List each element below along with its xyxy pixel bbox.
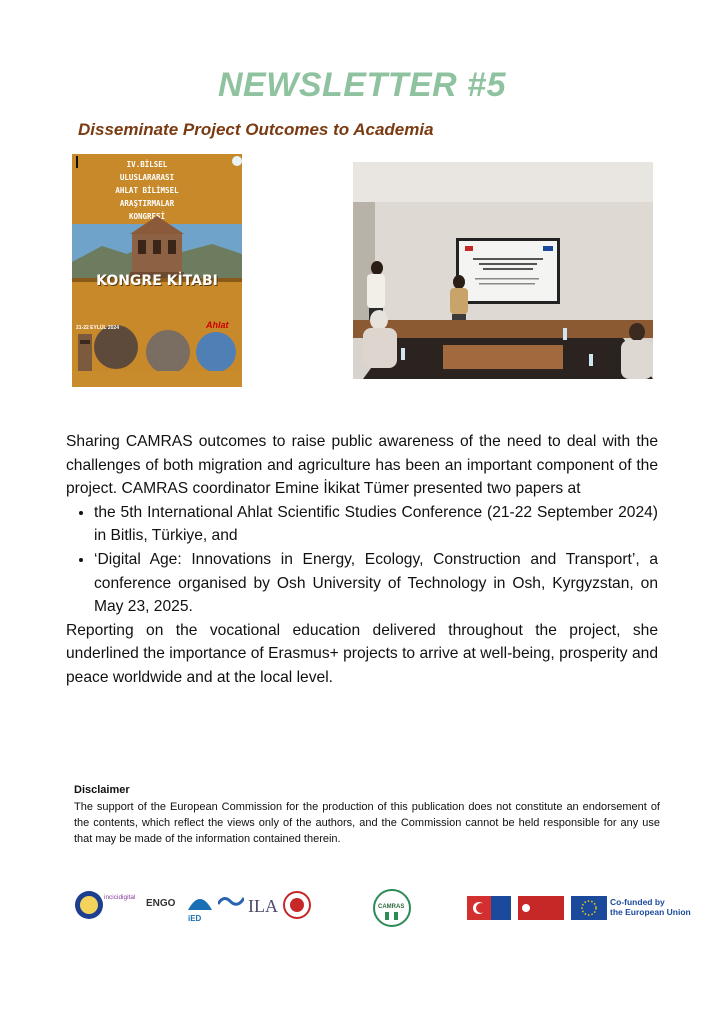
wave-logo-icon xyxy=(218,894,244,908)
incici-logo-text: incicidigital xyxy=(104,894,136,901)
partner-logos xyxy=(0,884,724,934)
ila-logo: ILA xyxy=(248,896,278,916)
camras-logo: CAMRAS xyxy=(378,904,405,910)
engo-logo: ENGO xyxy=(146,898,176,909)
article-closing: Reporting on the vocational education delivered throughout the project, she underlined the importance of Erasmus+ projects to arrive at well-being, prosperity and peace worldwide and at the local level. xyxy=(66,621,658,686)
turkiye-national-agency-icon xyxy=(467,896,511,920)
section-subtitle: Disseminate Project Outcomes to Academia xyxy=(78,120,434,139)
conference-photo-scene xyxy=(353,162,653,379)
papers-list xyxy=(66,501,658,619)
eu-cofunded-label: Co-funded by the European Union xyxy=(610,897,691,917)
conference-book-cover xyxy=(72,154,242,387)
partner-seal-icon xyxy=(74,890,104,920)
article-body xyxy=(66,430,658,690)
cover-date: 21-22 EYLÜL 2024 xyxy=(76,325,119,331)
list-item: • the 5th International Ahlat Scientific Studies Conference (21-22 September 2024) in Bitlis, Türkiye, and xyxy=(94,501,658,548)
incici-logo xyxy=(104,894,146,902)
newsletter-title: NEWSLETTER #5 xyxy=(218,66,506,104)
cover-brand: Ahlat xyxy=(206,320,229,330)
ied-logo: iED xyxy=(188,914,202,923)
conference-photo xyxy=(353,162,653,379)
disclaimer-text: The support of the European Commission for the production of this publication does not constitute an endorsement of the contents, which reflect the views only of the authors, and the Commission cannot be held responsible for any use that may be made of the information contained therein. xyxy=(74,801,660,845)
eu-flag-icon xyxy=(571,896,607,920)
partner-red-banner-icon xyxy=(518,896,564,920)
article-intro: Sharing CAMRAS outcomes to raise public awareness of the need to deal with the challenges of both migration and agriculture has been an important component of the project. CAMRAS coordinator Emine İkikat Tümer presented two papers at xyxy=(66,433,658,498)
list-item: • ‘Digital Age: Innovations in Energy, Ecology, Construction and Transport’, a conference organised by Osh University of Technology in Osh, Kyrgyzstan, on May 23, 2025. xyxy=(94,548,658,619)
disclaimer-title: Disclaimer xyxy=(74,784,130,796)
cover-heading: IV.BİLSEL ULUSLARARASI AHLAT BİLİMSEL ARAŞTIRMALAR KONGRESİ xyxy=(115,160,179,221)
red-seal-icon xyxy=(282,890,312,920)
cover-artwork xyxy=(72,154,242,387)
cover-book-title: KONGRE KİTABI xyxy=(96,273,218,289)
